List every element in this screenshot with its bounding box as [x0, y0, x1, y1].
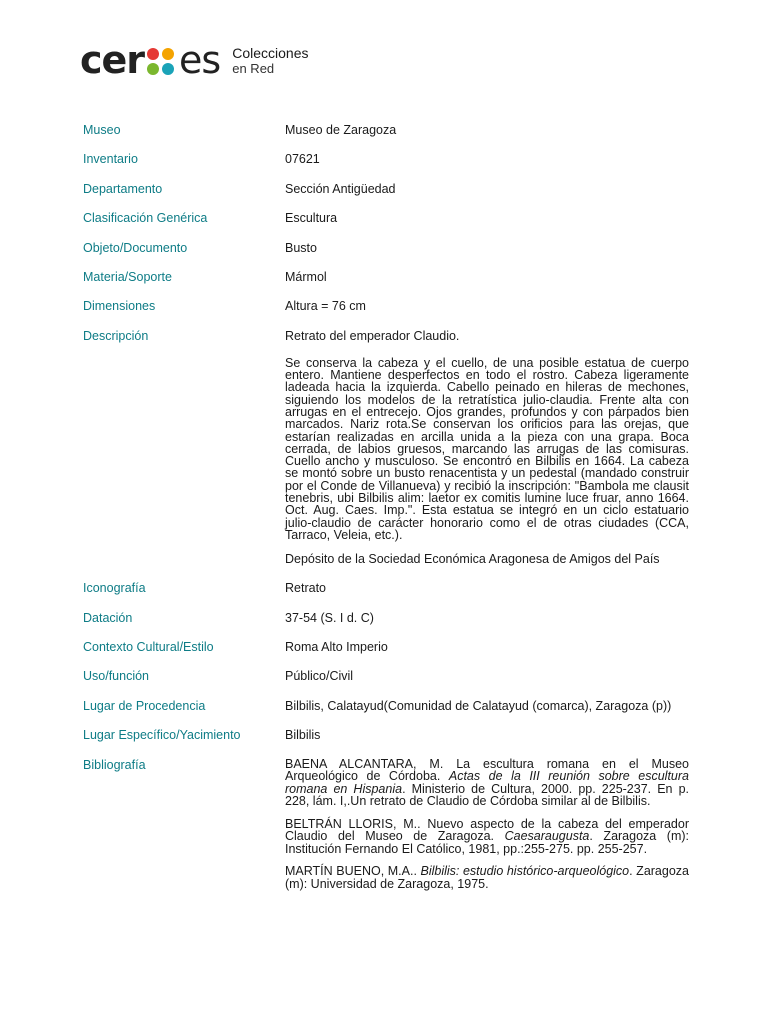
bibliography-title: Bilbilis: estudio histórico-arqueológico — [420, 864, 630, 879]
description-deposit: Depósito de la Sociedad Económica Aragonesa de Amigos del País — [285, 552, 660, 567]
field-contexto — [83, 639, 689, 668]
field-value: Altura = 76 cm — [285, 299, 366, 314]
field-departamento — [83, 181, 689, 210]
field-label: Inventario — [83, 152, 138, 167]
description-body: Se conserva la cabeza y el cuello, de una posible estatua de cuerpo entero. Mantiene desperfectos en todo el rostro. Cabeza ligeramente ladeada hacia la izquierda. Cabello peinado en hileras de mechones, siguiendo los modelos de la retratística julio-claudia. Frente alta con arrugas en el entrecejo. Ojos grandes, profundos y con párpados bien marcados. Nariz rota.Se conservan los orificios para las orejas, que estarían realizadas en arcilla unida a la pieza con una grapa. Boca cerrada, de labios gruesos, marcando las arrugas de las comisuras. Cuello ancho y musculoso. Se encontró en Bilbilis en 1664. La cabeza se montó sobre un busto renacentista y un pedestal (mandado construir por el Conde de Villanueva) y recibió la inscripción: "Bambola me clausit tenebris, ubi Bilbilis alim: laetor ex comitis lumine luce fruar, anno 1664. Oct. Aug. Caes. Imp.". Esta estatua se integró en un ciclo estatuario julio-claudio de carácter honorario como el de otras ciudades (CCA, Tarraco, Veleia, etc.). — [285, 355, 689, 542]
logo-dot-orange — [162, 48, 174, 60]
field-label: Materia/Soporte — [83, 269, 172, 284]
field-uso — [83, 668, 689, 697]
record-table — [83, 122, 689, 890]
field-yacimiento — [83, 727, 689, 756]
field-value: Mármol — [285, 269, 327, 284]
bibliography-entry — [285, 865, 689, 890]
field-value: Roma Alto Imperio — [285, 639, 388, 654]
field-label: Clasificación Genérica — [83, 211, 208, 226]
bibliography-text: . Zaragoza (m): Universidad de Zaragoza, 1975. — [285, 864, 689, 891]
logo-text-es: es — [179, 38, 221, 82]
bibliography-list — [285, 757, 689, 891]
logo-subtitle-line1: Colecciones — [232, 44, 309, 61]
field-procedencia — [83, 698, 689, 727]
field-label: Lugar de Procedencia — [83, 698, 206, 713]
field-iconografia — [83, 580, 689, 609]
bibliography-title: Actas de la III reunión sobre escultura romana en Hispania — [285, 769, 689, 796]
bibliography-text: . Zaragoza (m): Institución Fernando El Católico, 1981, pp.:255-275. pp. 255-257. — [285, 829, 690, 856]
bibliography-text: BAENA ALCANTARA, M. La escultura romana en el Museo Arqueológico de Córdoba. — [285, 756, 689, 784]
bibliography-entry — [285, 758, 689, 808]
field-label: Departamento — [83, 181, 163, 196]
bibliography-text: MARTÍN BUENO, M.A.. — [285, 864, 421, 879]
logo-dot-green — [147, 63, 159, 75]
field-clasificacion — [83, 210, 689, 239]
field-value: Museo de Zaragoza — [285, 123, 397, 137]
field-bibliografia — [83, 757, 689, 891]
field-label: Bibliografía — [83, 757, 146, 772]
field-materia — [83, 269, 689, 298]
field-label: Objeto/Documento — [83, 240, 188, 255]
field-descripcion — [83, 328, 689, 567]
logo-subtitle — [232, 45, 308, 76]
field-objeto — [83, 240, 689, 269]
field-value: Sección Antigüedad — [285, 181, 396, 196]
field-label: Datación — [83, 610, 133, 625]
bibliography-title: Caesaraugusta — [504, 829, 590, 844]
bibliography-text: BELTRÁN LLORIS, M.. Nuevo aspecto de la cabeza del emperador Claudio del Museo de Zaragoza. — [285, 816, 689, 844]
logo-dots-icon — [147, 48, 175, 76]
field-value: Busto — [285, 240, 317, 255]
field-label: Uso/función — [83, 669, 150, 684]
logo-dot-blue — [162, 63, 174, 75]
logo-text-cer: cer — [80, 38, 145, 82]
field-label: Dimensiones — [83, 299, 156, 314]
field-value: 37-54 (S. I d. C) — [285, 610, 374, 625]
field-datacion — [83, 610, 689, 639]
field-value: Retrato — [285, 581, 326, 596]
field-museo — [83, 122, 689, 151]
field-value: Bilbilis — [285, 728, 321, 743]
field-value: Público/Civil — [285, 669, 354, 684]
field-value: 07621 — [285, 152, 320, 167]
field-label: Museo — [83, 123, 121, 137]
field-value — [285, 328, 689, 567]
field-label: Contexto Cultural/Estilo — [83, 639, 214, 654]
description-summary: Retrato del emperador Claudio. — [285, 328, 460, 343]
field-label: Lugar Específico/Yacimiento — [83, 728, 241, 743]
field-inventario — [83, 151, 689, 180]
field-dimensiones — [83, 298, 689, 327]
bibliography-text: . Ministerio de Cultura, 2000. pp. 225-237. En p. 228, lám. I,.Un retrato de Claudio de Córdoba similar al de Bilbilis. — [285, 781, 689, 809]
field-value: Bilbilis, Calatayud(Comunidad de Calatayud (comarca), Zaragoza (p)) — [285, 698, 672, 713]
bibliography-entry — [285, 818, 689, 856]
ceres-logo[interactable] — [80, 40, 309, 80]
logo-dot-red — [147, 48, 159, 60]
field-value: Escultura — [285, 211, 338, 226]
field-label: Descripción — [83, 328, 149, 343]
field-label: Iconografía — [83, 581, 146, 596]
logo-subtitle-line2: en Red — [232, 60, 275, 76]
